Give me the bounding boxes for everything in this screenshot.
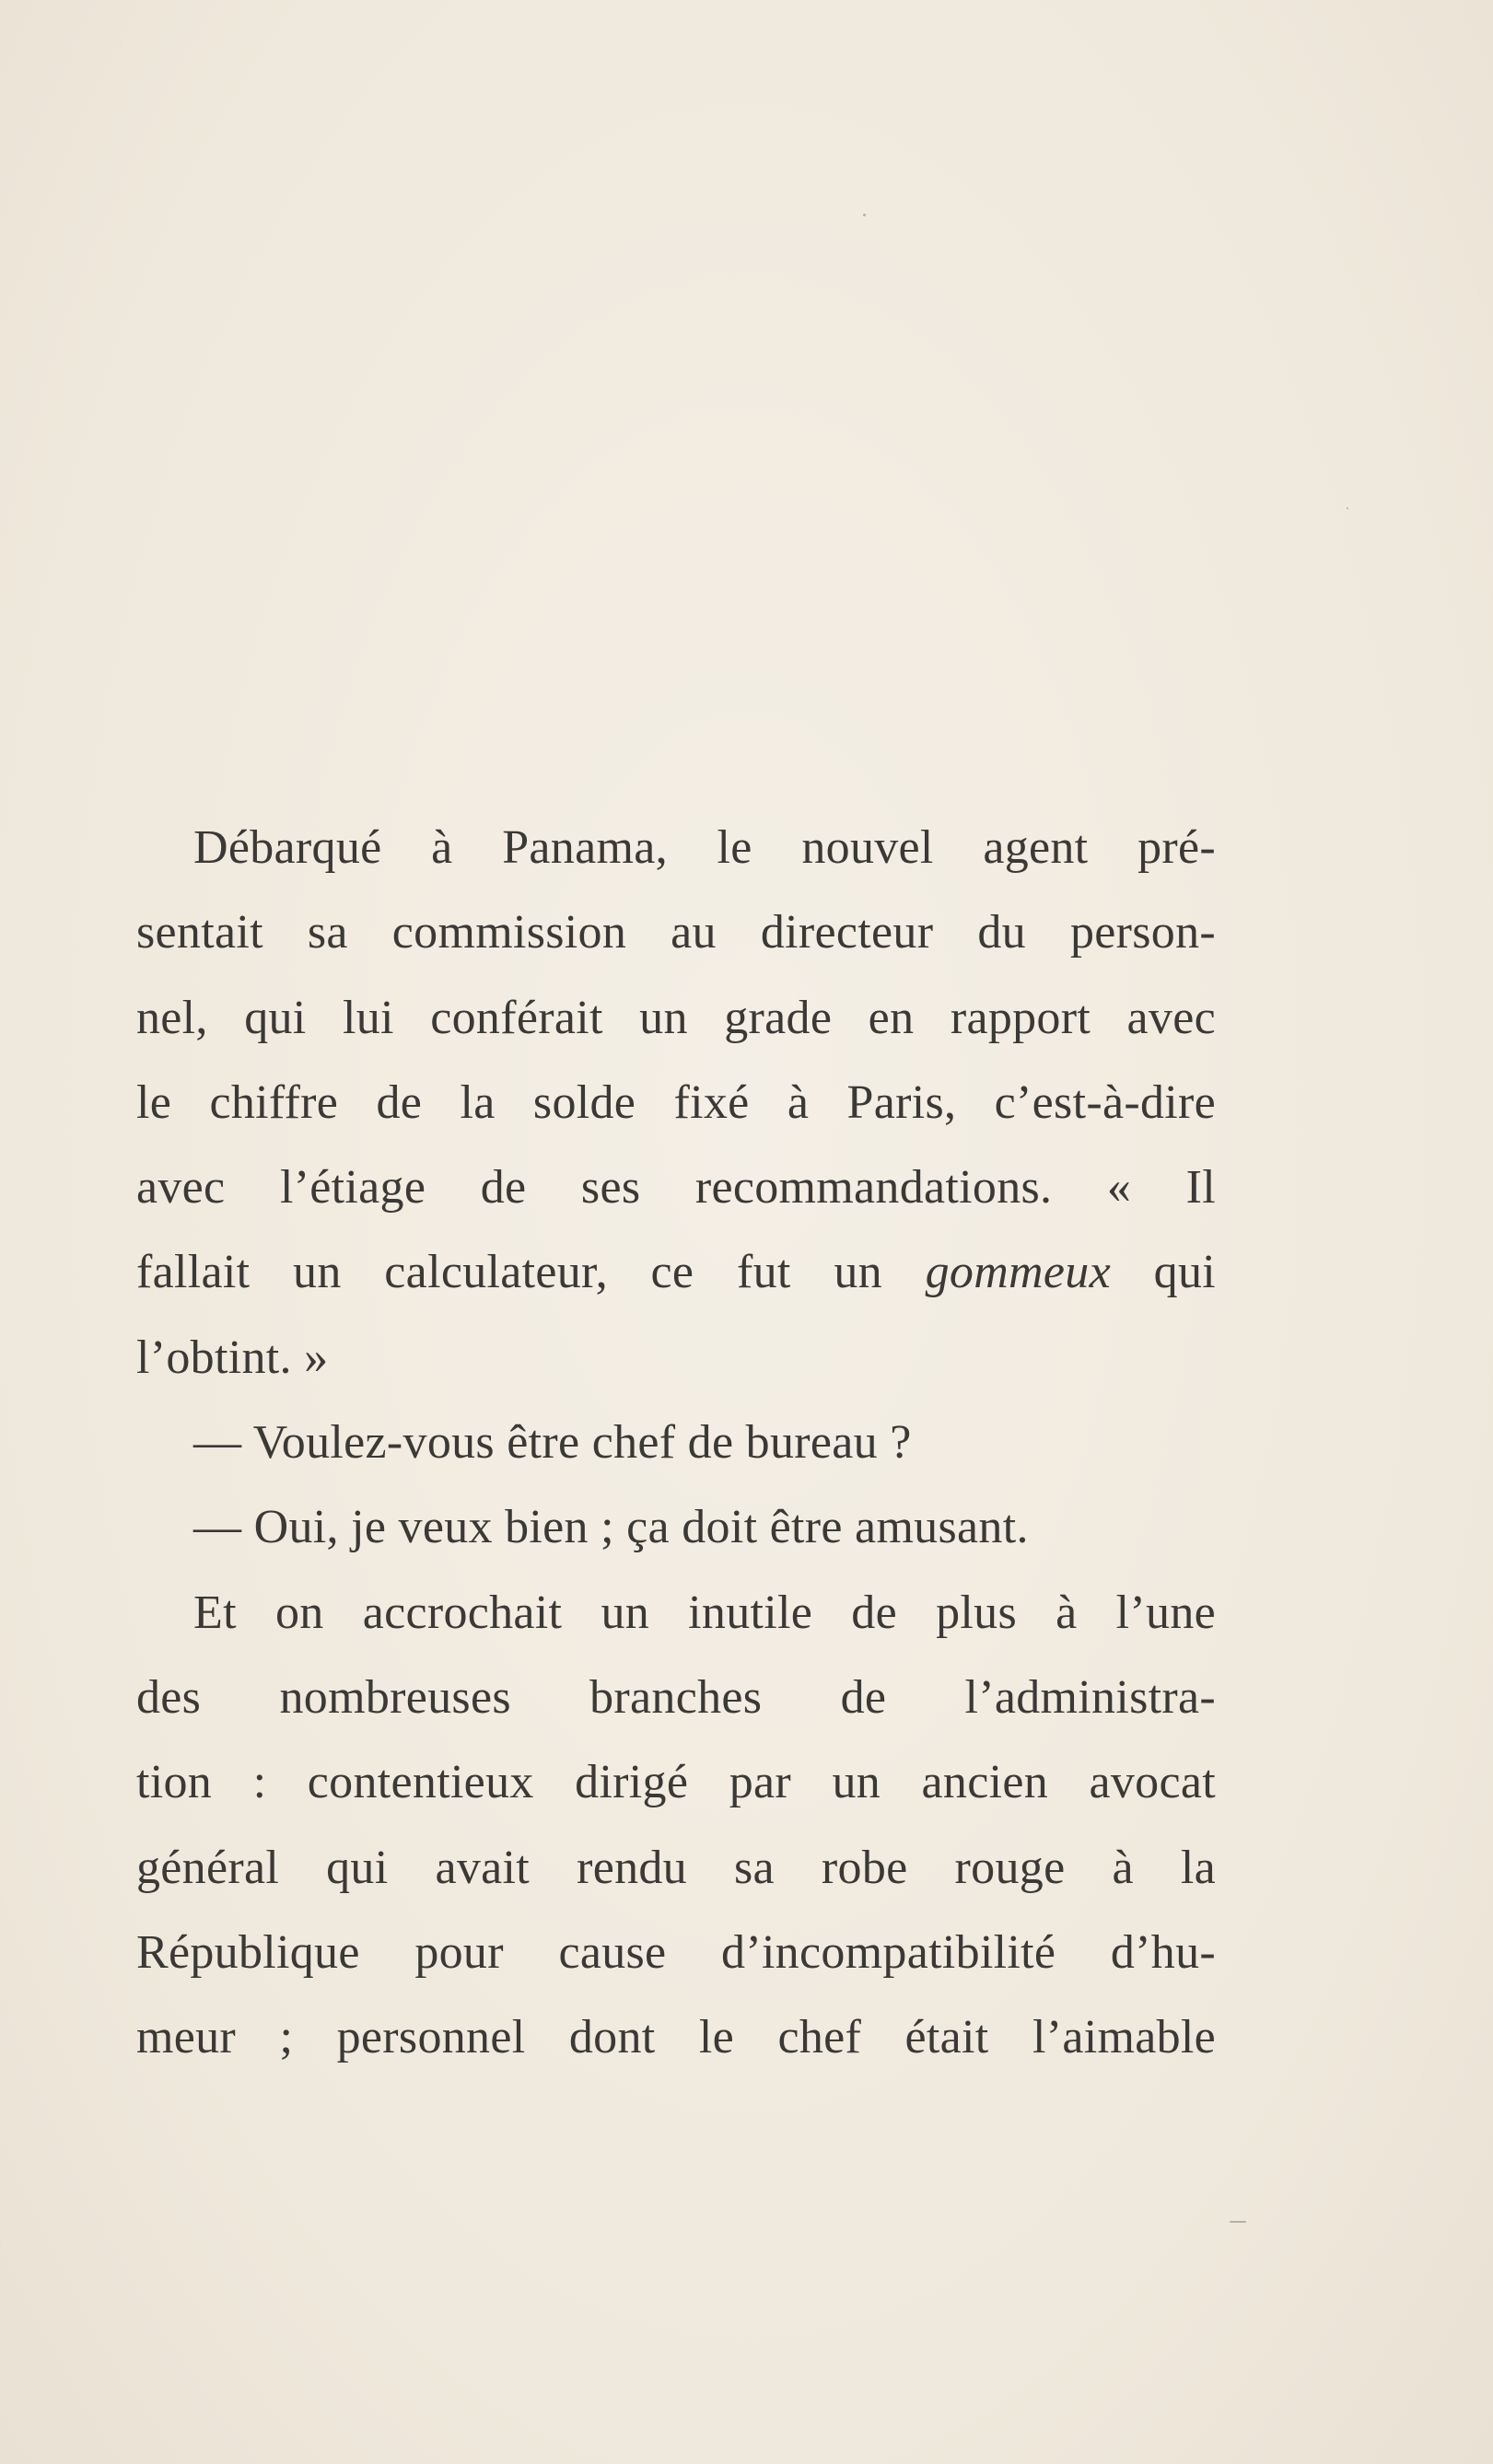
paper-speck bbox=[1230, 2221, 1246, 2223]
paper-speck bbox=[1347, 507, 1348, 509]
text-line-5: avec l’étiage de ses recommandations. « Il bbox=[136, 1161, 1216, 1215]
text-line-11: des nombreuses branches de l’administra- bbox=[136, 1670, 1216, 1724]
text-line-4: le chiffre de la solde fixé à Paris, c’est-à-dire bbox=[136, 1075, 1216, 1129]
paper-speck bbox=[863, 214, 866, 216]
text-line-7: l’obtint. » bbox=[136, 1331, 329, 1384]
text-line-14: République pour cause d’incompatibilité d’hu- bbox=[136, 1925, 1216, 1979]
text-line-12: tion : contentieux dirigé par un ancien avocat bbox=[136, 1756, 1216, 1809]
text-line-1: Débarqué à Panama, le nouvel agent pré- bbox=[193, 821, 1216, 874]
text-line-6: fallait un calculateur, ce fut un gommeux qui bbox=[136, 1246, 1216, 1299]
text-line-2: sentait sa commission au directeur du person- bbox=[136, 906, 1216, 959]
dialogue-line-2: — Oui, je veux bien ; ça doit être amusant. bbox=[193, 1501, 1029, 1554]
text-line-10: Et on accrochait un inutile de plus à l’une bbox=[193, 1586, 1216, 1639]
body-text bbox=[136, 806, 1216, 2080]
text-line-3: nel, qui lui conférait un grade en rapport avec bbox=[136, 991, 1216, 1044]
dialogue-line-1: — Voulez-vous être chef de bureau ? bbox=[193, 1416, 912, 1470]
text-line-13: général qui avait rendu sa robe rouge à la bbox=[136, 1841, 1216, 1894]
italic-word: gommeux bbox=[925, 1246, 1111, 1299]
text-line-15: meur ; personnel dont le chef était l’aimable bbox=[136, 2011, 1216, 2064]
